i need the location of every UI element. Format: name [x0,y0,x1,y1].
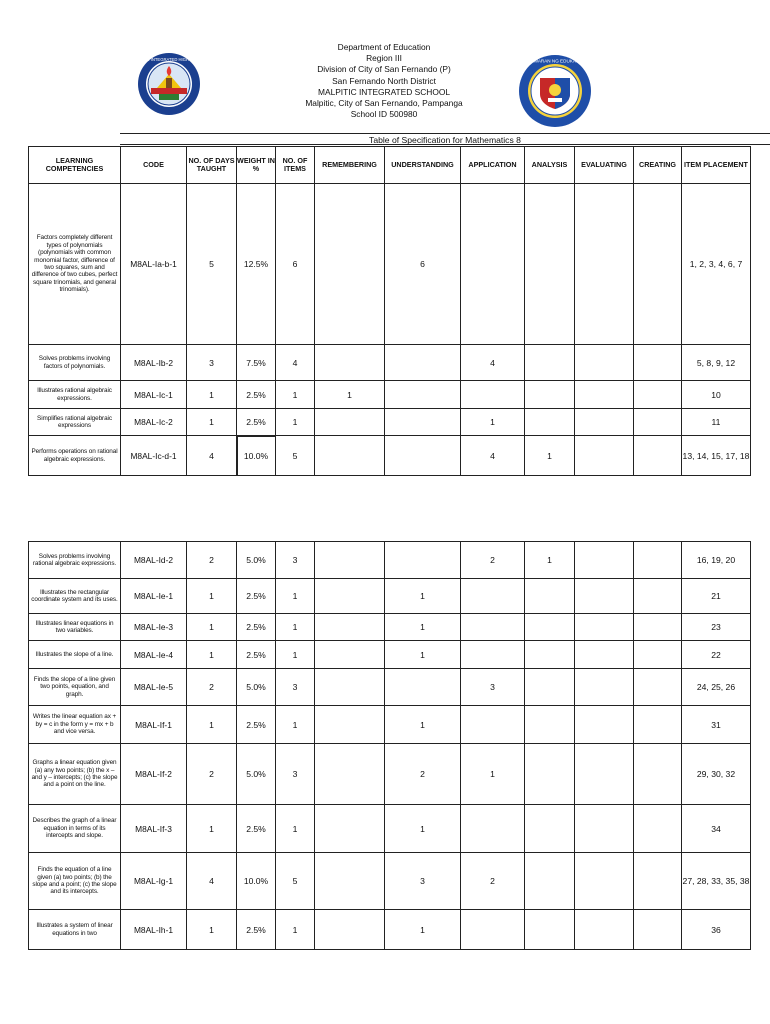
code-cell: M8AL-Ig-1 [121,853,187,910]
understanding-cell [385,669,461,706]
application-cell [461,579,525,614]
table-row [29,345,751,381]
placement-cell: 36 [682,910,751,950]
creating-cell [634,805,682,853]
competency-cell: Illustrates a system of linear equations in two [29,910,121,950]
weight-cell: 12.5% [237,184,276,345]
creating-cell [634,381,682,409]
application-cell [461,641,525,669]
application-cell [461,805,525,853]
remembering-cell [315,910,385,950]
remembering-cell [315,614,385,641]
code-cell: M8AL-Ic-2 [121,409,187,436]
days-cell: 1 [187,641,237,669]
application-cell: 2 [461,542,525,579]
document-header [0,42,768,132]
analysis-cell [525,345,575,381]
placement-cell: 22 [682,641,751,669]
code-cell: M8AL-Ie-1 [121,579,187,614]
analysis-cell [525,409,575,436]
understanding-cell [385,542,461,579]
analysis-cell [525,184,575,345]
competency-cell: Illustrates the rectangular coordinate system and its uses. [29,579,121,614]
understanding-cell [385,345,461,381]
header-line-district: San Fernando North District [332,75,436,86]
creating-cell [634,853,682,910]
understanding-cell: 1 [385,706,461,744]
application-cell: 2 [461,853,525,910]
remembering-cell [315,579,385,614]
column-header: LEARNING COMPETENCIES [29,147,121,184]
placement-cell: 29, 30, 32 [682,744,751,805]
analysis-cell [525,669,575,706]
remembering-cell [315,706,385,744]
days-cell: 1 [187,706,237,744]
code-cell: M8AL-Ie-3 [121,614,187,641]
application-cell: 4 [461,345,525,381]
header-text-block [250,42,518,120]
weight-cell: 2.5% [237,579,276,614]
column-header: CREATING [634,147,682,184]
weight-cell: 2.5% [237,641,276,669]
header-line-school-id: School ID 500980 [350,109,418,120]
table-row [29,409,751,436]
days-cell: 2 [187,744,237,805]
weight-cell: 2.5% [237,706,276,744]
competency-cell: Finds the slope of a line given two points, equation, and graph. [29,669,121,706]
days-cell: 1 [187,805,237,853]
competency-cell: Solves problems involving rational algebraic expressions. [29,542,121,579]
column-header: NO. OF DAYS TAUGHT [187,147,237,184]
days-cell: 1 [187,579,237,614]
table-row [29,381,751,409]
evaluating-cell [575,669,634,706]
creating-cell [634,184,682,345]
days-cell: 1 [187,910,237,950]
items-cell: 1 [276,614,315,641]
column-header: WEIGHT IN % [237,147,276,184]
remembering-cell [315,542,385,579]
days-cell: 4 [187,436,237,476]
code-cell: M8AL-Ih-1 [121,910,187,950]
analysis-cell [525,579,575,614]
evaluating-cell [575,853,634,910]
placement-cell: 23 [682,614,751,641]
analysis-cell [525,910,575,950]
evaluating-cell [575,381,634,409]
table-row [29,706,751,744]
creating-cell [634,345,682,381]
table-title: Table of Specification for Mathematics 8 [120,133,770,145]
understanding-cell: 1 [385,641,461,669]
evaluating-cell [575,805,634,853]
header-line-school: MALPITIC INTEGRATED SCHOOL [318,86,450,97]
items-cell: 1 [276,579,315,614]
creating-cell [634,409,682,436]
understanding-cell: 1 [385,910,461,950]
remembering-cell [315,805,385,853]
competency-cell: Illustrates the slope of a line. [29,641,121,669]
items-cell: 3 [276,542,315,579]
evaluating-cell [575,184,634,345]
code-cell: M8AL-Ie-5 [121,669,187,706]
items-cell: 5 [276,853,315,910]
placement-cell: 21 [682,579,751,614]
seal-lettering: KAGAWARAN NG EDUKASYON [521,58,589,64]
table-row [29,641,751,669]
weight-cell: 7.5% [237,345,276,381]
weight-cell: 10.0% [237,436,276,476]
creating-cell [634,436,682,476]
header-line-address: Malpitic, City of San Fernando, Pampanga [305,98,463,109]
understanding-cell: 1 [385,579,461,614]
evaluating-cell [575,910,634,950]
code-cell: M8AL-Id-2 [121,542,187,579]
table-row [29,436,751,476]
competency-cell: Writes the linear equation ax + by = c in the form y = mx + b and vice versa. [29,706,121,744]
application-cell [461,706,525,744]
evaluating-cell [575,542,634,579]
weight-cell: 2.5% [237,910,276,950]
placement-cell: 24, 25, 26 [682,669,751,706]
placement-cell: 31 [682,706,751,744]
seal-lettering: MALPITIC INTEGRATED HIGH SCHOOL [130,57,208,62]
weight-cell: 5.0% [237,542,276,579]
specification-table-page-2 [28,541,751,950]
evaluating-cell [575,579,634,614]
analysis-cell: 1 [525,436,575,476]
analysis-cell [525,853,575,910]
table-header-row [29,147,751,184]
placement-cell: 34 [682,805,751,853]
items-cell: 1 [276,805,315,853]
column-header: ITEM PLACEMENT [682,147,751,184]
placement-cell: 27, 28, 33, 35, 38 [682,853,751,910]
placement-cell: 13, 14, 15, 17, 18 [682,436,751,476]
column-header: EVALUATING [575,147,634,184]
application-cell [461,910,525,950]
understanding-cell [385,436,461,476]
table-row [29,805,751,853]
remembering-cell [315,669,385,706]
analysis-cell [525,381,575,409]
understanding-cell: 1 [385,805,461,853]
column-header: NO. OF ITEMS [276,147,315,184]
competency-cell: Solves problems involving factors of polynomials. [29,345,121,381]
table-row [29,669,751,706]
analysis-cell [525,706,575,744]
creating-cell [634,744,682,805]
competency-cell: Simplifies rational algebraic expressions [29,409,121,436]
column-header: APPLICATION [461,147,525,184]
competency-cell: Describes the graph of a linear equation in terms of its intercepts and slope. [29,805,121,853]
understanding-cell [385,381,461,409]
table-row [29,614,751,641]
placement-cell: 11 [682,409,751,436]
creating-cell [634,669,682,706]
remembering-cell [315,436,385,476]
items-cell: 1 [276,409,315,436]
evaluating-cell [575,641,634,669]
column-header: REMEMBERING [315,147,385,184]
understanding-cell: 1 [385,614,461,641]
remembering-cell [315,409,385,436]
days-cell: 4 [187,853,237,910]
evaluating-cell [575,345,634,381]
analysis-cell [525,614,575,641]
weight-cell: 10.0% [237,853,276,910]
competency-cell: Finds the equation of a line given (a) two points; (b) the slope and a point; (c) the slope and its intercepts. [29,853,121,910]
items-cell: 5 [276,436,315,476]
evaluating-cell [575,409,634,436]
application-cell: 3 [461,669,525,706]
items-cell: 1 [276,641,315,669]
placement-cell: 10 [682,381,751,409]
remembering-cell [315,641,385,669]
weight-cell: 2.5% [237,381,276,409]
table-row [29,579,751,614]
placement-cell: 16, 19, 20 [682,542,751,579]
code-cell: M8AL-Ib-2 [121,345,187,381]
header-line-division: Division of City of San Fernando (P) [317,64,451,75]
items-cell: 1 [276,381,315,409]
remembering-cell [315,345,385,381]
application-cell [461,184,525,345]
evaluating-cell [575,706,634,744]
understanding-cell [385,409,461,436]
specification-table-page-1 [28,146,751,476]
items-cell: 1 [276,706,315,744]
application-cell [461,614,525,641]
table-row [29,910,751,950]
remembering-cell [315,744,385,805]
evaluating-cell [575,744,634,805]
creating-cell [634,641,682,669]
understanding-cell: 3 [385,853,461,910]
column-header: UNDERSTANDING [385,147,461,184]
weight-cell: 2.5% [237,614,276,641]
application-cell: 1 [461,409,525,436]
items-cell: 3 [276,744,315,805]
application-cell [461,381,525,409]
items-cell: 1 [276,910,315,950]
table-body-page-2 [29,542,751,950]
header-line-department: Department of Education [337,42,431,52]
analysis-cell: 1 [525,542,575,579]
days-cell: 1 [187,381,237,409]
table-row [29,853,751,910]
code-cell: M8AL-If-3 [121,805,187,853]
malpitic-school-seal-icon [130,52,208,116]
days-cell: 3 [187,345,237,381]
understanding-cell: 2 [385,744,461,805]
page-bottom-margin [0,960,768,1024]
items-cell: 4 [276,345,315,381]
column-header: CODE [121,147,187,184]
application-cell: 4 [461,436,525,476]
creating-cell [634,542,682,579]
days-cell: 1 [187,614,237,641]
code-cell: M8AL-If-2 [121,744,187,805]
code-cell: M8AL-Ic-1 [121,381,187,409]
items-cell: 3 [276,669,315,706]
table-row [29,184,751,345]
remembering-cell: 1 [315,381,385,409]
header-line-region: Region III [366,53,402,64]
analysis-cell [525,641,575,669]
remembering-cell [315,853,385,910]
code-cell: M8AL-Ie-4 [121,641,187,669]
placement-cell: 1, 2, 3, 4, 6, 7 [682,184,751,345]
competency-cell: Illustrates linear equations in two variables. [29,614,121,641]
evaluating-cell [575,614,634,641]
placement-cell: 5, 8, 9, 12 [682,345,751,381]
evaluating-cell [575,436,634,476]
competency-cell: Factors completely different types of polynomials (polynomials with common monomial factor, difference of two squares, sum and difference of two cubes, perfect square trinomials, and general trinomials). [29,184,121,345]
days-cell: 2 [187,542,237,579]
remembering-cell [315,184,385,345]
days-cell: 1 [187,409,237,436]
days-cell: 2 [187,669,237,706]
weight-cell: 5.0% [237,744,276,805]
items-cell: 6 [276,184,315,345]
table-row [29,744,751,805]
table-row [29,542,751,579]
weight-cell: 5.0% [237,669,276,706]
deped-seal-icon [518,54,592,128]
creating-cell [634,910,682,950]
days-cell: 5 [187,184,237,345]
competency-cell: Performs operations on rational algebraic expressions. [29,436,121,476]
creating-cell [634,706,682,744]
understanding-cell: 6 [385,184,461,345]
code-cell: M8AL-If-1 [121,706,187,744]
weight-cell: 2.5% [237,409,276,436]
analysis-cell [525,744,575,805]
creating-cell [634,614,682,641]
creating-cell [634,579,682,614]
code-cell: M8AL-Ia-b-1 [121,184,187,345]
code-cell: M8AL-Ic-d-1 [121,436,187,476]
competency-cell: Graphs a linear equation given (a) any two points; (b) the x – and y – intercepts; (c) the slope and a point on the line. [29,744,121,805]
table-body-page-1 [29,184,751,476]
application-cell: 1 [461,744,525,805]
competency-cell: Illustrates rational algebraic expressions. [29,381,121,409]
weight-cell: 2.5% [237,805,276,853]
column-header: ANALYSIS [525,147,575,184]
analysis-cell [525,805,575,853]
